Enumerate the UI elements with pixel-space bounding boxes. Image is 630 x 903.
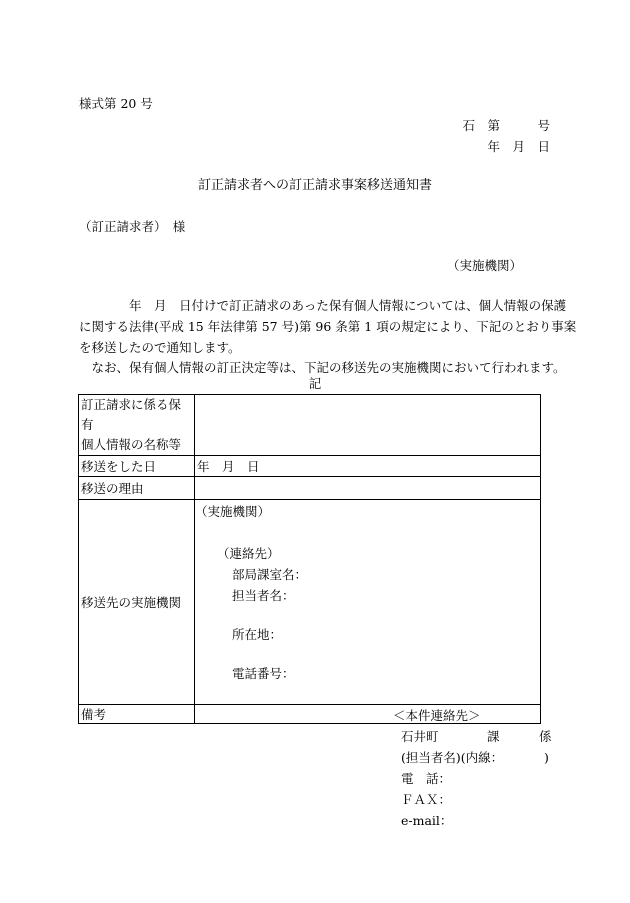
table-row [79,456,541,477]
ki-heading: 記 [308,376,322,391]
document-number: 石 第 号 [462,118,550,133]
note-paragraph: なお、保有個人情報の訂正決定等は、下記の移送先の実施機関において行われます。 [79,360,566,375]
dest-contact: （連絡先） [217,546,280,561]
contact-person: (担当者名)(内線： [401,750,504,765]
notice-line-3: を移送したので通知します。 [79,340,241,355]
table-row [79,477,541,500]
form-number: 様式第 20 号 [79,96,153,111]
contact-email: e-mail： [401,813,453,828]
document-title: 訂正請求者への訂正請求事案移送通知書 [197,178,432,193]
contact-kakari: 係 [539,729,552,744]
notice-paragraph [79,295,577,358]
table-row [79,395,541,456]
remarks-label: 備考 [79,705,195,724]
notice-line-1: 年 月 日付けで訂正請求のあった保有個人情報については、個人情報の保護 [79,298,567,313]
destination-agency-value[interactable] [195,500,541,705]
dest-address: 所在地： [232,627,283,642]
contact-fax: ＦＡＸ： [401,792,452,807]
contact-town: 石井町 [401,729,439,744]
transfer-date-value[interactable]: 年 月 日 [195,456,541,477]
contact-person-close: ) [544,750,549,765]
dest-phone: 電話番号： [232,666,295,681]
transfer-reason-label: 移送の理由 [79,477,195,500]
issue-date: 年 月 日 [487,139,550,154]
contact-tel: 電 話： [401,771,452,786]
contact-heading: ＜本件連絡先＞ [393,708,481,723]
notice-line-2: に関する法律(平成 15 年法律第 57 号)第 96 条第 1 項の規定により、下記のとおり事案 [79,319,577,334]
transfer-reason-value[interactable] [195,477,541,500]
info-name-label: 訂正請求に係る保有 個人情報の名称等 [79,395,195,456]
info-name-value[interactable] [195,395,541,456]
contact-ka: 課 [487,729,500,744]
dest-person: 担当者名： [232,588,295,603]
addressee: （訂正請求者） 様 [79,219,186,234]
transfer-date-label: 移送をした日 [79,456,195,477]
details-table [78,394,541,724]
issuing-agency: （実施機関） [446,258,522,273]
destination-agency-label: 移送先の実施機関 [79,500,195,705]
table-row [79,500,541,705]
dest-agency: （実施機関） [195,504,271,519]
contact-block [393,705,553,831]
dest-dept: 部局課室名： [232,567,308,582]
